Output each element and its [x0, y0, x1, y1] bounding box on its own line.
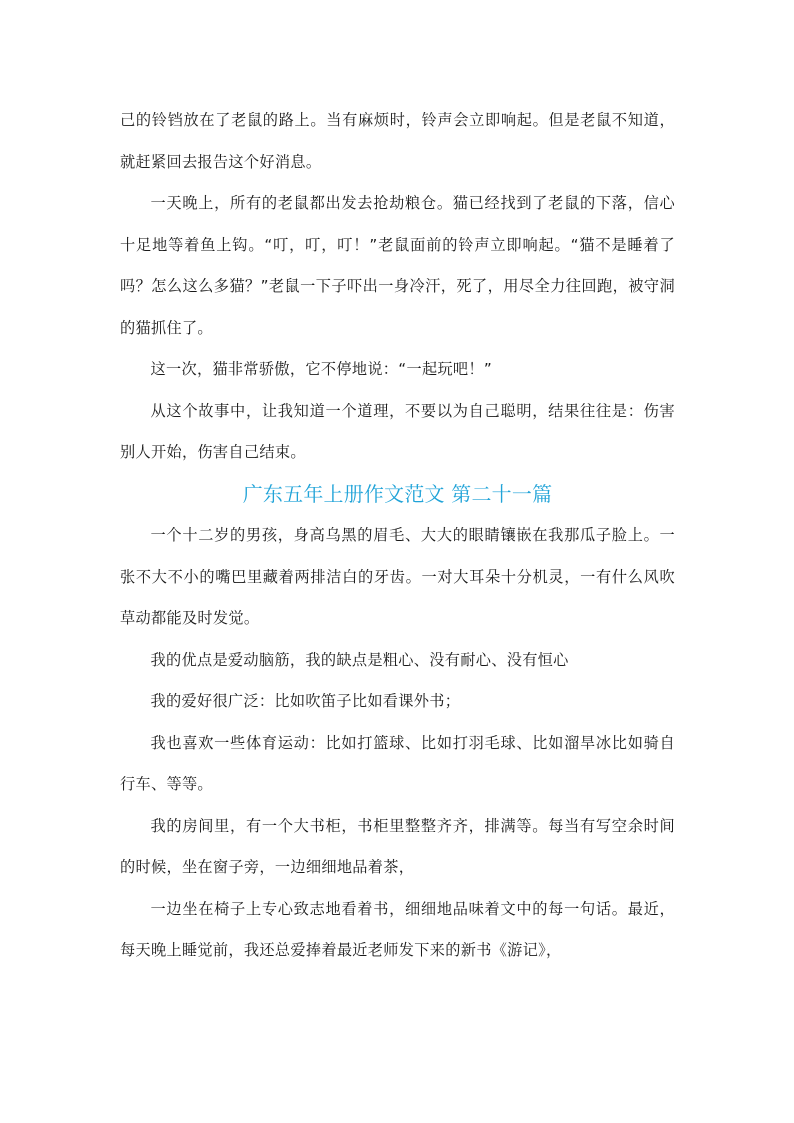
section-heading: 广东五年上册作文范文 第二十一篇	[242, 481, 553, 506]
paragraph-cat-proud: 这一次，猫非常骄傲，它不停地说：“一起玩吧！”	[150, 360, 493, 378]
paragraph-night-raid: 一天晚上，所有的老鼠都出发去抢劫粮仓。猫已经找到了老鼠的下落，信心十足地等着鱼上钩。“叮，叮，叮！”老鼠面前的铃声立即响起。“猫不是睡着了吗？怎么这么多猫？”老鼠一下子吓出一身冷汗，死了，用尽全力往回跑，被守洞的猫抓住了。	[120, 194, 675, 337]
paragraph-sports: 我也喜欢一些体育运动：比如打篮球、比如打羽毛球、比如溜旱冰比如骑自行车、等等。	[120, 733, 675, 793]
paragraph-self-description: 一个十二岁的男孩，身高乌黑的眉毛、大大的眼睛镶嵌在我那瓜子脸上。一张不大不小的嘴巴里藏着两排洁白的牙齿。一对大耳朵十分机灵，一有什么风吹草动都能及时发觉。	[120, 526, 675, 627]
paragraph-hobbies: 我的爱好很广泛：比如吹笛子比如看课外书；	[150, 692, 461, 710]
paragraph-strengths-weaknesses: 我的优点是爱动脑筋，我的缺点是粗心、没有耐心、没有恒心	[150, 650, 569, 669]
paragraph-continuation: 己的铃铛放在了老鼠的路上。当有麻烦时，铃声会立即响起。但是老鼠不知道，就赶紧回去报告这个好消息。	[120, 111, 675, 171]
paragraph-room: 我的房间里，有一个大书柜，书柜里整整齐齐，排满等。每当有写空余时间的时候，坐在窗子旁，一边细细地品着茶，	[120, 816, 675, 876]
paragraph-moral: 从这个故事中，让我知道一个道理，不要以为自己聪明，结果往往是：伤害别人开始，伤害自己结束。	[120, 401, 675, 461]
paragraph-reading: 一边坐在椅子上专心致志地看着书，细细地品味着文中的每一句话。最近，每天晚上睡觉前，我还总爱捧着最近老师发下来的新书《游记》，	[120, 899, 675, 959]
